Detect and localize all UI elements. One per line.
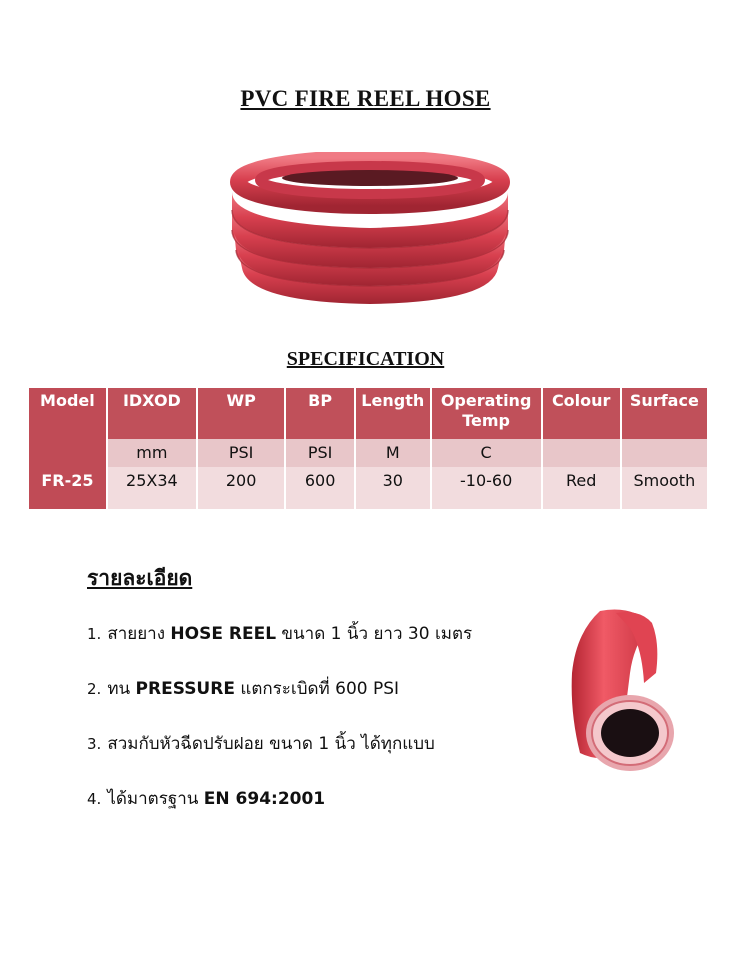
unit-model	[29, 439, 106, 467]
header-surface: Surface	[622, 388, 707, 439]
unit-wp: PSI	[198, 439, 284, 467]
cell-temp: -10-60	[432, 467, 541, 495]
cell-idxod: 25X34	[108, 467, 196, 495]
header-wp: WP	[198, 388, 284, 439]
list-item: 4. ได้มาตรฐาน EN 694:2001	[87, 789, 326, 809]
unit-idxod: mm	[108, 439, 196, 467]
cell-bp: 600	[286, 467, 354, 495]
header-bp: BP	[286, 388, 354, 439]
table-row	[29, 467, 707, 495]
table-blank-row	[29, 495, 707, 509]
header-idxod: IDXOD	[108, 388, 196, 439]
cell-wp: 200	[198, 467, 284, 495]
page-title: PVC FIRE REEL HOSE	[240, 86, 491, 111]
cell-model: FR-25	[29, 467, 106, 495]
cell-length: 30	[356, 467, 430, 495]
table-header-row	[29, 388, 707, 439]
header-operating-temp: Operating Temp	[432, 388, 541, 439]
hose-cross-section-image	[560, 603, 680, 778]
spec-table	[27, 388, 709, 509]
header-colour: Colour	[543, 388, 620, 439]
unit-temp: C	[432, 439, 541, 467]
list-item: 3. สวมกับหัวฉีดปรับฝอย ขนาด 1 นิ้ว ได้ทุกแบบ	[87, 734, 435, 754]
unit-bp: PSI	[286, 439, 354, 467]
unit-length: M	[356, 439, 430, 467]
unit-surface	[622, 439, 707, 467]
cell-colour: Red	[543, 467, 620, 495]
specification-heading: SPECIFICATION	[286, 348, 445, 370]
details-list	[87, 620, 547, 840]
details-heading: รายละเอียด	[87, 566, 193, 590]
header-model: Model	[29, 388, 106, 439]
header-length: Length	[356, 388, 430, 439]
unit-colour	[543, 439, 620, 467]
hose-coil-image	[222, 152, 512, 312]
list-item: 1. สายยาง HOSE REEL ขนาด 1 นิ้ว ยาว 30 เมตร	[87, 624, 473, 644]
list-item: 2. ทน PRESSURE แตกระเบิดที่ 600 PSI	[87, 679, 400, 699]
table-units-row	[29, 439, 707, 467]
cell-surface: Smooth	[622, 467, 707, 495]
